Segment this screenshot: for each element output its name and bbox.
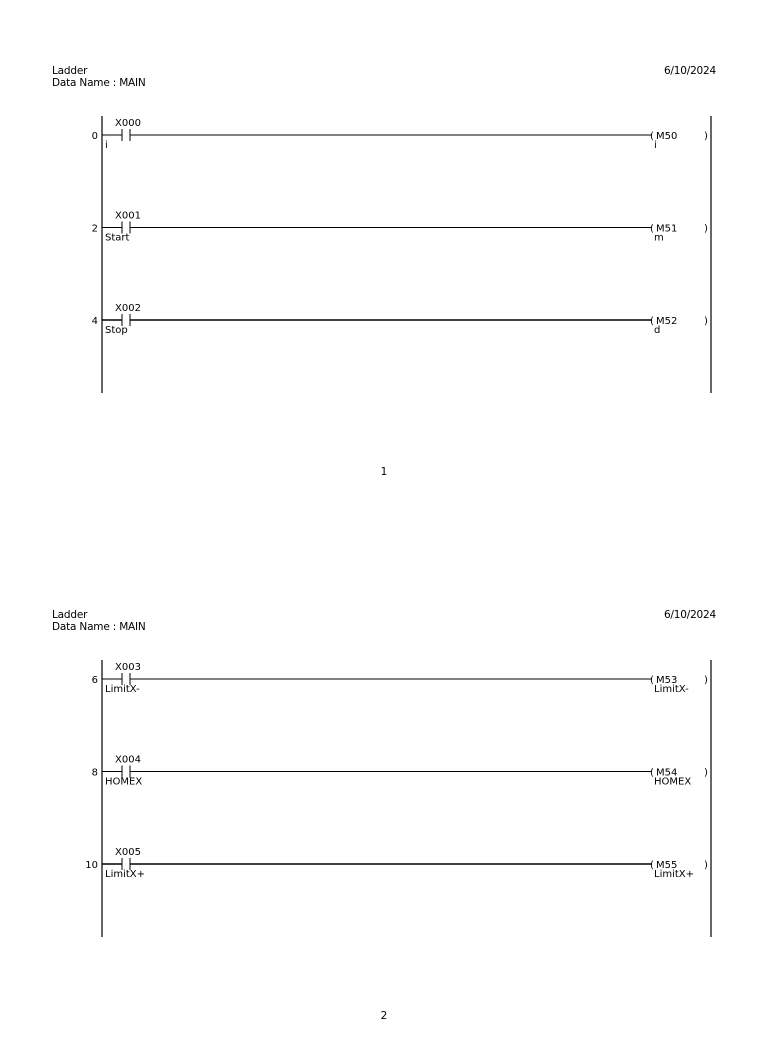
coil-open-paren: ( [650, 316, 654, 327]
coil-open-paren: ( [650, 860, 654, 871]
coil-comment: LimitX- [654, 684, 689, 695]
print-date: 6/10/2024 [663, 65, 716, 77]
rung [92, 118, 708, 151]
rung-step-number: 8 [91, 767, 98, 779]
contact-comment: LimitX- [105, 684, 140, 695]
data-name-label: Data Name : MAIN [52, 621, 146, 633]
coil-comment: m [654, 232, 664, 244]
contact-device-label: X004 [115, 754, 141, 766]
rung [92, 211, 708, 244]
coil-device-label: M53 [656, 675, 678, 686]
rung [92, 303, 708, 336]
coil-open-paren: ( [650, 131, 654, 142]
print-date: 6/10/2024 [663, 609, 716, 621]
coil-close-paren: ) [704, 316, 708, 327]
rung-step-number: 4 [91, 316, 98, 327]
contact-device-label: X005 [115, 847, 141, 858]
rung [92, 755, 708, 788]
coil-device-label: M54 [656, 767, 678, 779]
contact-comment: HOMEX [105, 776, 143, 788]
contact-comment: Stop [105, 325, 128, 336]
program-title: Ladder [52, 65, 88, 77]
coil-device-label: M55 [656, 860, 678, 871]
coil-comment: d [654, 325, 661, 336]
data-name-label: Data Name : MAIN [52, 77, 146, 89]
coil-close-paren: ) [704, 131, 708, 142]
coil-comment: HOMEX [654, 776, 692, 788]
ladder-diagram [0, 544, 768, 1056]
contact-comment: LimitX+ [105, 869, 146, 880]
program-title: Ladder [52, 609, 88, 621]
contact-device-label: X002 [115, 303, 141, 314]
contact-device-label: X001 [115, 210, 141, 222]
coil-device-label: M50 [656, 131, 678, 142]
contact-comment: Start [105, 232, 130, 244]
contact-device-label: X000 [115, 118, 141, 129]
coil-open-paren: ( [650, 767, 654, 779]
contact-comment: i [105, 140, 108, 151]
rung [85, 847, 708, 880]
coil-close-paren: ) [704, 767, 708, 779]
page-number: 2 [380, 1010, 388, 1022]
rung-step-number: 10 [85, 860, 98, 871]
rung-step-number: 2 [91, 223, 98, 235]
coil-close-paren: ) [704, 223, 708, 235]
rung [92, 662, 708, 695]
coil-device-label: M52 [656, 316, 678, 327]
coil-comment: LimitX+ [654, 869, 695, 880]
coil-close-paren: ) [704, 860, 708, 871]
ladder-page-2 [0, 544, 768, 1056]
contact-device-label: X003 [115, 662, 141, 673]
ladder-diagram [0, 0, 768, 512]
coil-device-label: M51 [656, 223, 678, 235]
coil-close-paren: ) [704, 675, 708, 686]
coil-open-paren: ( [650, 223, 654, 235]
rung-step-number: 6 [91, 675, 98, 686]
coil-open-paren: ( [650, 675, 654, 686]
coil-comment: i [654, 140, 657, 151]
ladder-page-1 [0, 0, 768, 512]
rung-step-number: 0 [91, 131, 98, 142]
page-number: 1 [380, 466, 388, 478]
